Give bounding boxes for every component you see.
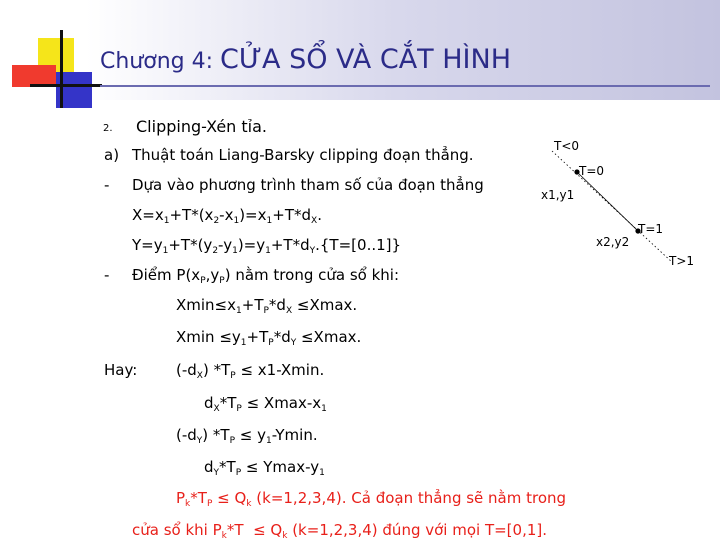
condition-1: $(-d_X) *T_P \le x1-Xmin$. xyxy=(176,361,325,381)
equation-x: $X=x_1+T*(x_2-x_1)=x_1+T*d_X$. xyxy=(132,206,322,226)
condition-3: $(-d_Y) *T_P \le y_1-Ymin$. xyxy=(176,426,318,446)
condition-2: $d_X*T_P \le Xmax-x_1$ xyxy=(204,394,327,414)
inequality-x: $Xmin\le x_1+T_P*d_X \le Xmax$. xyxy=(176,296,358,316)
line-dash-1: - xyxy=(104,176,110,194)
label-p2: x2,y2 xyxy=(596,235,630,249)
title-prefix: Chương 4: xyxy=(100,49,221,74)
label-t-lt0: T<0 xyxy=(554,139,580,153)
segment-line xyxy=(577,172,638,231)
line-a-label: a) xyxy=(104,146,120,164)
decor-horizontal-line xyxy=(30,84,102,87)
liang-barsky-diagram xyxy=(530,135,720,275)
decor-vertical-line xyxy=(60,30,63,108)
line-dash-2: - xyxy=(104,266,110,284)
page-title xyxy=(100,44,511,75)
inequality-y: $Xmin \le y_1+T_P*d_Y \le Xmax$. xyxy=(176,328,362,348)
label-p1: x1,y1 xyxy=(541,188,575,202)
conclusion-line-2: cửa sổ khi $P_k*T \le Q_k$ (k=1,2,3,4) đúng với mọi T=[0,1]. xyxy=(132,521,548,541)
conclusion-line-1: $P_k*T_P \le Q_k$ (k=1,2,3,4). Cả đoạn thẳng sẽ nằm trong xyxy=(176,489,567,509)
line-parametric-intro: Dựa vào phương trình tham số của đoạn thẳng xyxy=(132,176,484,194)
condition-4: $d_Y*T_P \le Ymax-y_1$ xyxy=(204,458,325,478)
section-heading: Clipping-Xén tỉa. xyxy=(136,117,268,136)
line-a-text: Thuật toán Liang-Barsky clipping đoạn thẳng. xyxy=(132,146,474,164)
section-number: 2. xyxy=(103,123,113,134)
title-underline xyxy=(100,85,710,87)
hay-label: Hay: xyxy=(104,361,138,379)
segment-diagram-svg xyxy=(530,135,720,275)
equation-y: $Y=y_1+T*(y_2-y_1)=y_1+T*d_Y.\{T=[0..1]\}$ xyxy=(132,236,402,256)
label-t-eq0: T=0 xyxy=(579,164,605,178)
title-main: CỬA SỔ VÀ CẮT HÌNH xyxy=(220,44,512,75)
label-t-gt1: T>1 xyxy=(669,254,695,268)
point-inside-condition: Điểm $P(x_P,y_P)$ nằm trong cửa sổ khi: xyxy=(132,266,399,286)
label-t-eq1: T=1 xyxy=(638,222,664,236)
